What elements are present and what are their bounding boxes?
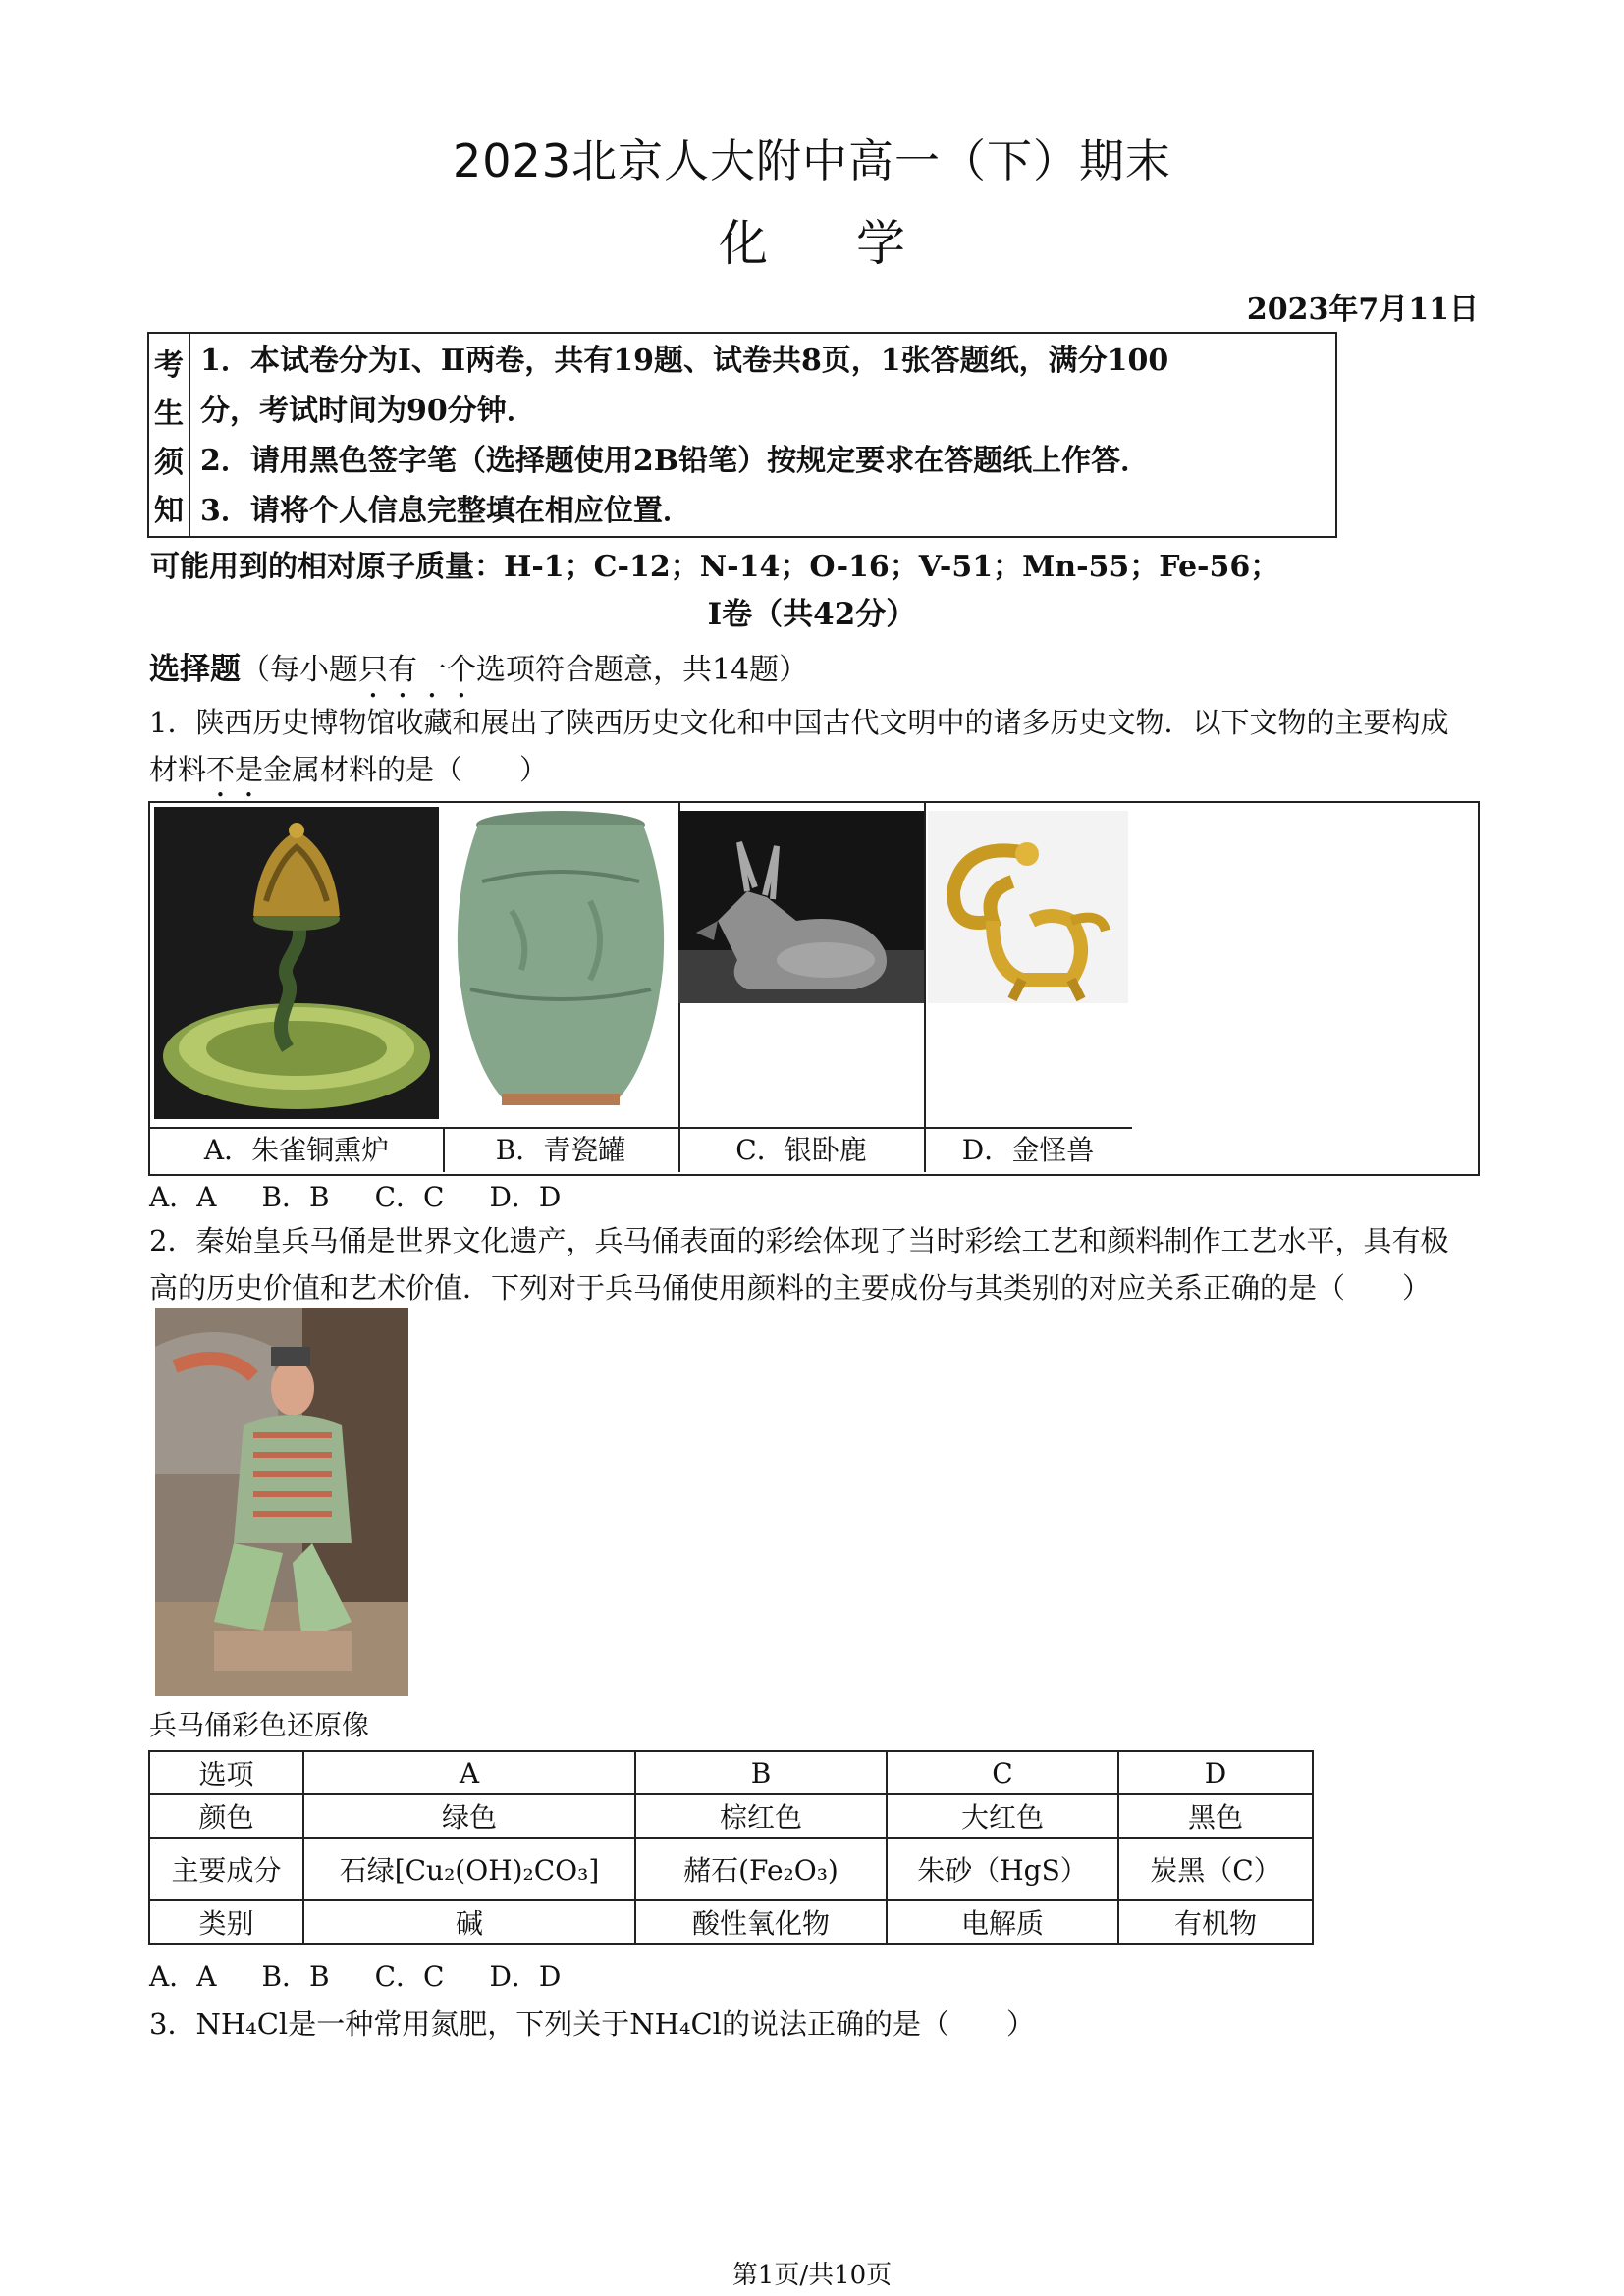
q1-item-c: [678, 803, 926, 1172]
subject-char: 化: [719, 215, 768, 272]
warrior-image-caption: 兵马俑彩色还原像: [149, 1709, 370, 1741]
exam-notice-box: [147, 332, 1337, 538]
pigment-table: [148, 1750, 1314, 1945]
gold-beast-icon: [924, 803, 1132, 1127]
table-cell: 石绿[Cu₂(OH)₂CO₃]: [303, 1838, 635, 1900]
section-heading: [149, 644, 808, 705]
exam-title: 2023北京人大附中高一（下）期末: [452, 134, 1172, 187]
page-footer: 第1页/共10页: [731, 2261, 893, 2290]
table-cell: 主要成分: [149, 1838, 303, 1900]
section-label: 选择题: [149, 652, 241, 687]
table-cell: A: [303, 1751, 635, 1794]
notice-label-char: 考: [154, 347, 184, 383]
notice-label-char: 知: [154, 494, 184, 529]
section-note: 选项符合题意，共14题）: [476, 653, 809, 687]
table-cell: D: [1118, 1751, 1313, 1794]
table-cell: 电解质: [887, 1900, 1118, 1944]
question-2: 2．秦始皇兵马俑是世界文化遗产，兵马俑表面的彩绘体现了当时彩绘工艺和颜料制作工艺水平，具有极高的历史价值和艺术价值．下列对于兵马俑使用颜料的主要成份与其类别的对应关系正确的是（ ）: [149, 1224, 1449, 1305]
notice-body: [190, 334, 1335, 536]
q1-text: 金属材料的是（ ）: [263, 753, 549, 786]
atomic-masses: 可能用到的相对原子质量：H-1；C-12；N-14；O-16；V-51；Mn-55；Fe-56；: [150, 550, 1280, 584]
section-note: （每小题: [241, 653, 358, 687]
q1-text: 1．陕西历史博物馆收藏和展出了陕西历史文化和中国古代文明中的诸多历史文物．以下文物的主要构成材料: [149, 706, 1449, 786]
q2-option[interactable]: A．A: [149, 1960, 217, 1993]
volume-heading: Ⅰ卷（共42分）: [707, 597, 917, 632]
table-cell: 赭石(Fe₂O₃): [635, 1838, 887, 1900]
q2-option[interactable]: C．C: [374, 1960, 445, 1993]
terracotta-warrior-image: [155, 1308, 408, 1696]
table-cell: 炭黑（C）: [1118, 1838, 1313, 1900]
q1-item-b-label: B．青瓷罐: [443, 1127, 678, 1172]
q2-options: [149, 1955, 606, 1995]
notice-line: 1．本试卷分为Ⅰ、Ⅱ两卷，共有19题、试卷共8页，1张答题纸，满分100: [200, 344, 1169, 378]
notice-line: 3．请将个人信息完整填在相应位置．: [200, 494, 692, 528]
question-3: 3．NH₄Cl是一种常用氮肥，下列关于NH₄Cl的说法正确的是（ ）: [149, 2007, 1035, 2041]
notice-line: 分，考试时间为90分钟．: [200, 394, 536, 428]
q1-item-d-label: D．金怪兽: [924, 1127, 1132, 1172]
table-cell: 颜色: [149, 1794, 303, 1838]
notice-line: 2．请用黑色签字笔（选择题使用2B铅笔）按规定要求在答题纸上作答．: [200, 444, 1151, 478]
q1-emphasis: 不是: [206, 753, 264, 786]
table-row: [149, 1838, 1313, 1900]
q1-item-d: [924, 803, 1132, 1172]
table-cell: 酸性氧化物: [635, 1900, 887, 1944]
question-1: [149, 699, 1475, 804]
notice-label: [149, 334, 190, 536]
q2-option[interactable]: B．B: [261, 1960, 330, 1993]
table-cell: 大红色: [887, 1794, 1118, 1838]
exam-date: 2023年7月11日: [1246, 293, 1479, 327]
subject-heading: [0, 204, 1624, 275]
section-note-emphasis: 只有一个: [358, 653, 476, 687]
q1-item-a: [150, 803, 445, 1172]
q1-option[interactable]: A．A: [149, 1181, 217, 1213]
subject-char: 学: [856, 215, 905, 272]
table-row: [149, 1751, 1313, 1794]
terracotta-warrior-icon: [155, 1308, 408, 1696]
q1-option[interactable]: C．C: [374, 1181, 445, 1213]
q1-item-b: [443, 803, 680, 1172]
table-row: [149, 1794, 1313, 1838]
q1-option[interactable]: D．D: [489, 1181, 562, 1213]
celadon-jar-icon: [443, 803, 678, 1127]
table-cell: 棕红色: [635, 1794, 887, 1838]
bronze-censer-icon: [150, 803, 443, 1127]
silver-deer-icon: [678, 803, 924, 1127]
notice-label-char: 须: [154, 445, 184, 480]
table-cell: 朱砂（HgS）: [887, 1838, 1118, 1900]
q1-artifact-table: [148, 801, 1480, 1176]
q1-item-a-label: A．朱雀铜熏炉: [150, 1127, 443, 1172]
table-cell: 有机物: [1118, 1900, 1313, 1944]
q1-option[interactable]: B．B: [261, 1181, 330, 1213]
table-cell: 选项: [149, 1751, 303, 1794]
q1-options: [149, 1176, 606, 1215]
q2-option[interactable]: D．D: [489, 1960, 562, 1993]
table-cell: 类别: [149, 1900, 303, 1944]
table-row: [149, 1900, 1313, 1944]
q1-item-c-label: C．银卧鹿: [678, 1127, 924, 1172]
table-cell: 绿色: [303, 1794, 635, 1838]
table-cell: 碱: [303, 1900, 635, 1944]
notice-label-char: 生: [154, 397, 184, 432]
table-cell: 黑色: [1118, 1794, 1313, 1838]
table-cell: B: [635, 1751, 887, 1794]
table-cell: C: [887, 1751, 1118, 1794]
